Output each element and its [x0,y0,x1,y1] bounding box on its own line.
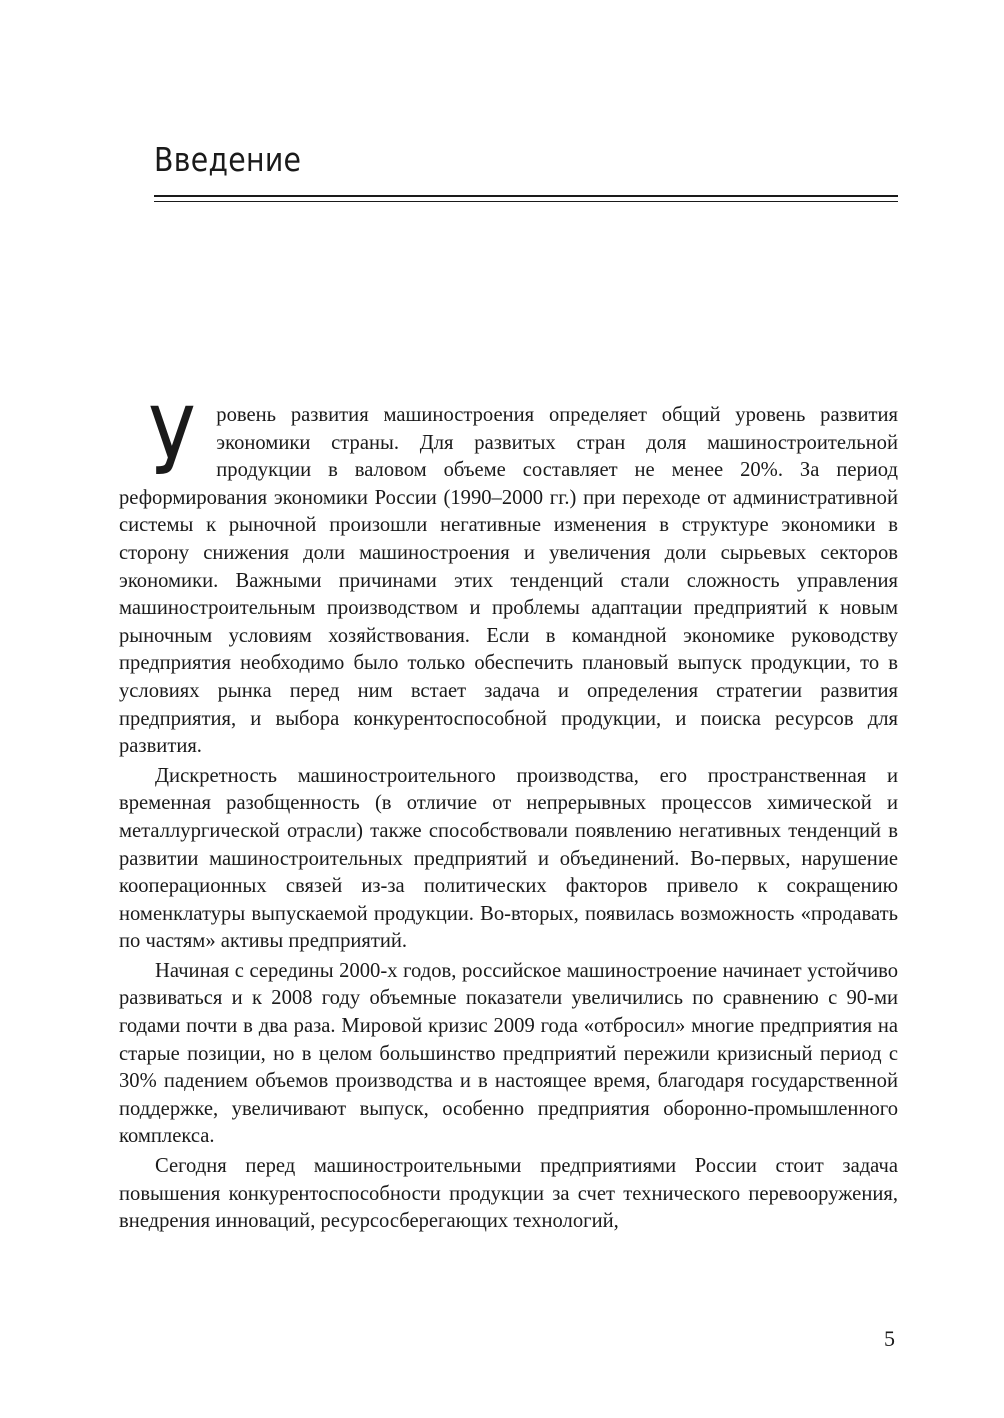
paragraph-4: Сегодня перед машиностроительными предприятиями России стоит задача повышения конкурентоспособности продукции за счет технического перевооружения, внедрения инноваций, ресурсосберегающих технологий, [119,1155,898,1233]
paragraph-3: Начиная с середины 2000-х годов, российское машиностроение начинает устойчиво развиваться и к 2008 году объемные показатели увеличились по сравнению с 90-ми годами почти в два раза. Мировой кризис 2009 года «отбросил» многие предприятия на старые позиции, но в целом большинство предприятий пережили кризисный период с 30% падением объемов производства и в настоящее время, благодаря государственной поддержке, увеличивают выпуск, особенно предприятия оборонно-промышленного комплекса. [119,959,898,1148]
title-rule-thin [154,201,898,202]
page-number: 5 [884,1326,895,1351]
title-rule-thick [154,195,898,197]
paragraph-2: Дискретность машиностроительного производства, его пространственная и временная разобщенность (в отличие от непрерывных процессов химической и металлургической отрасли) также способствовали появлению негативных тенденций в развитии машиностроительных предприятий и объединений. Во-первых, нарушение кооперационных связей из-за политических факторов привело к сокращению номенклатуры выпускаемой продукции. Во-вторых, появилась возможность «продавать по частям» активы предприятий. [119,764,898,953]
body-text [119,388,898,1238]
paragraph-1 [119,388,898,761]
paragraph-1-text: ровень развития машиностроения определяет общий уровень развития экономики страны. Для развитых стран доля машиностроительной продукции в валовом объеме составляет не менее 20%. За период реформирования экономики России (1990–2000 гг.) при переходе от административной системы к рыночной произошли негативные изменения в структуре экономики в сторону снижения доли машиностроения и увеличения доли сырьевых секторов экономики. Важными причинами этих тенденций стали сложность управления машиностроительным производством и проблемы адаптации предприятий к новым рыночным условиям хозяйствования. Если в командной экономике руководству предприятия необходимо было только обеспечить плановый выпуск продукции, то в условиях рынка перед ним встает задача и определения стратегии развития предприятия, и выбора конкурентоспособной продукции, и поиска ресурсов для развития. [119,404,898,758]
dropcap-letter: У [149,388,195,497]
chapter-title: Введение [154,140,302,179]
